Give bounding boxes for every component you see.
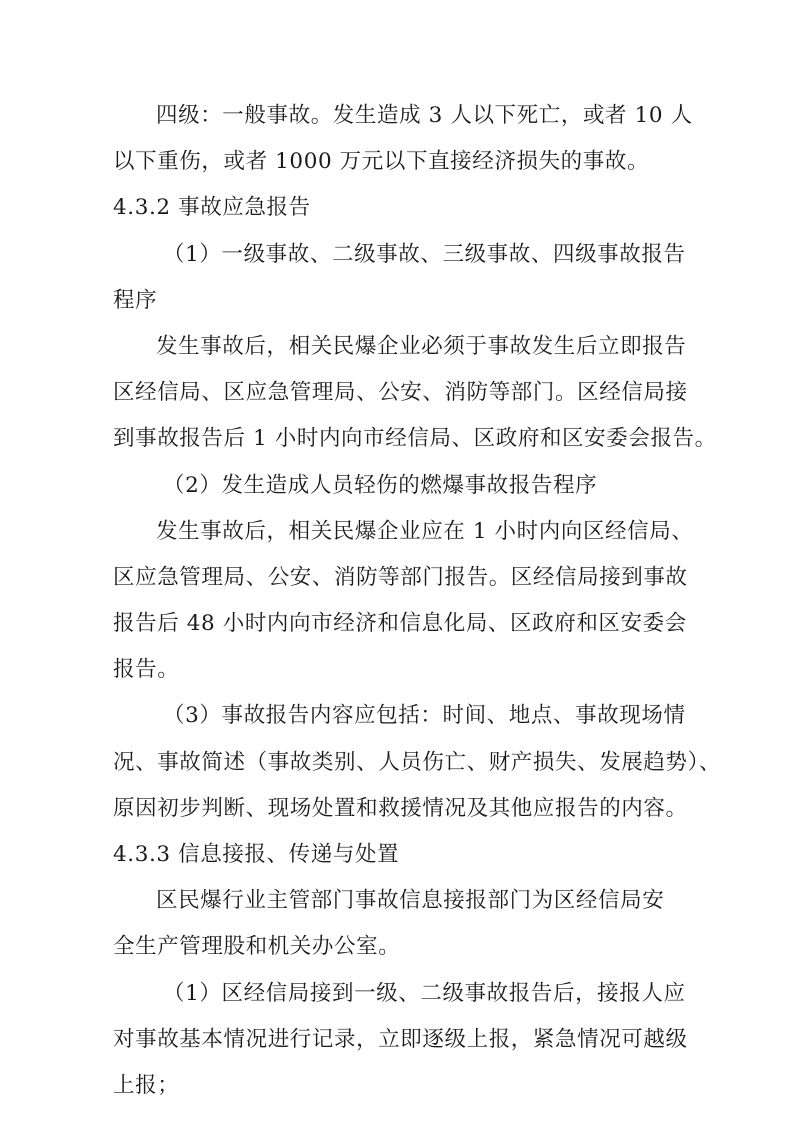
- text-line: 况、事故简述（事故类别、人员伤亡、财产损失、发展趋势）、: [113, 749, 722, 775]
- text-line: （1）区经信局接到一级、二级事故报告后，接报人应: [163, 980, 686, 1006]
- text-line: 四级：一般事故。发生造成 3 人以下死亡，或者 10 人: [156, 103, 693, 128]
- text-line: （3）事故报告内容应包括：时间、地点、事故现场情: [163, 703, 686, 729]
- text-line: 区经信局、区应急管理局、公安、消防等部门。区经信局接: [113, 380, 688, 406]
- text-line: 上报；: [113, 1072, 180, 1098]
- document-body: [113, 93, 722, 1109]
- text-line: 到事故报告后 1 小时内向市经信局、区政府和区安委会报告。: [113, 426, 717, 452]
- text-line: 报告。: [113, 657, 180, 683]
- text-line: 以下重伤，或者 1000 万元以下直接经济损失的事故。: [113, 149, 650, 175]
- text-line: 发生事故后，相关民爆企业应在 1 小时内向区经信局、: [156, 518, 694, 544]
- text-line: 程序: [113, 287, 158, 313]
- text-line: 对事故基本情况进行记录，立即逐级上报，紧急情况可越级: [113, 1026, 688, 1052]
- text-line: （1）一级事故、二级事故、三级事故、四级事故报告: [163, 241, 686, 267]
- text-line: 报告后 48 小时内向市经济和信息化局、区政府和区安委会: [113, 611, 687, 637]
- text-line: 全生产管理股和机关办公室。: [113, 934, 401, 960]
- text-line: 原因初步判断、现场处置和救援情况及其他应报告的内容。: [113, 795, 688, 821]
- text-line: 发生事故后，相关民爆企业必须于事故发生后立即报告: [156, 333, 687, 359]
- text-line: （2）发生造成人员轻伤的燃爆事故报告程序: [163, 472, 598, 498]
- text-line: 区应急管理局、公安、消防等部门报告。区经信局接到事故: [113, 564, 688, 590]
- text-line: 4.3.3 信息接报、传递与处置: [113, 842, 400, 867]
- text-line: 区民爆行业主管部门事故信息接报部门为区经信局安: [156, 888, 665, 914]
- text-line: 4.3.2 事故应急报告: [113, 195, 311, 221]
